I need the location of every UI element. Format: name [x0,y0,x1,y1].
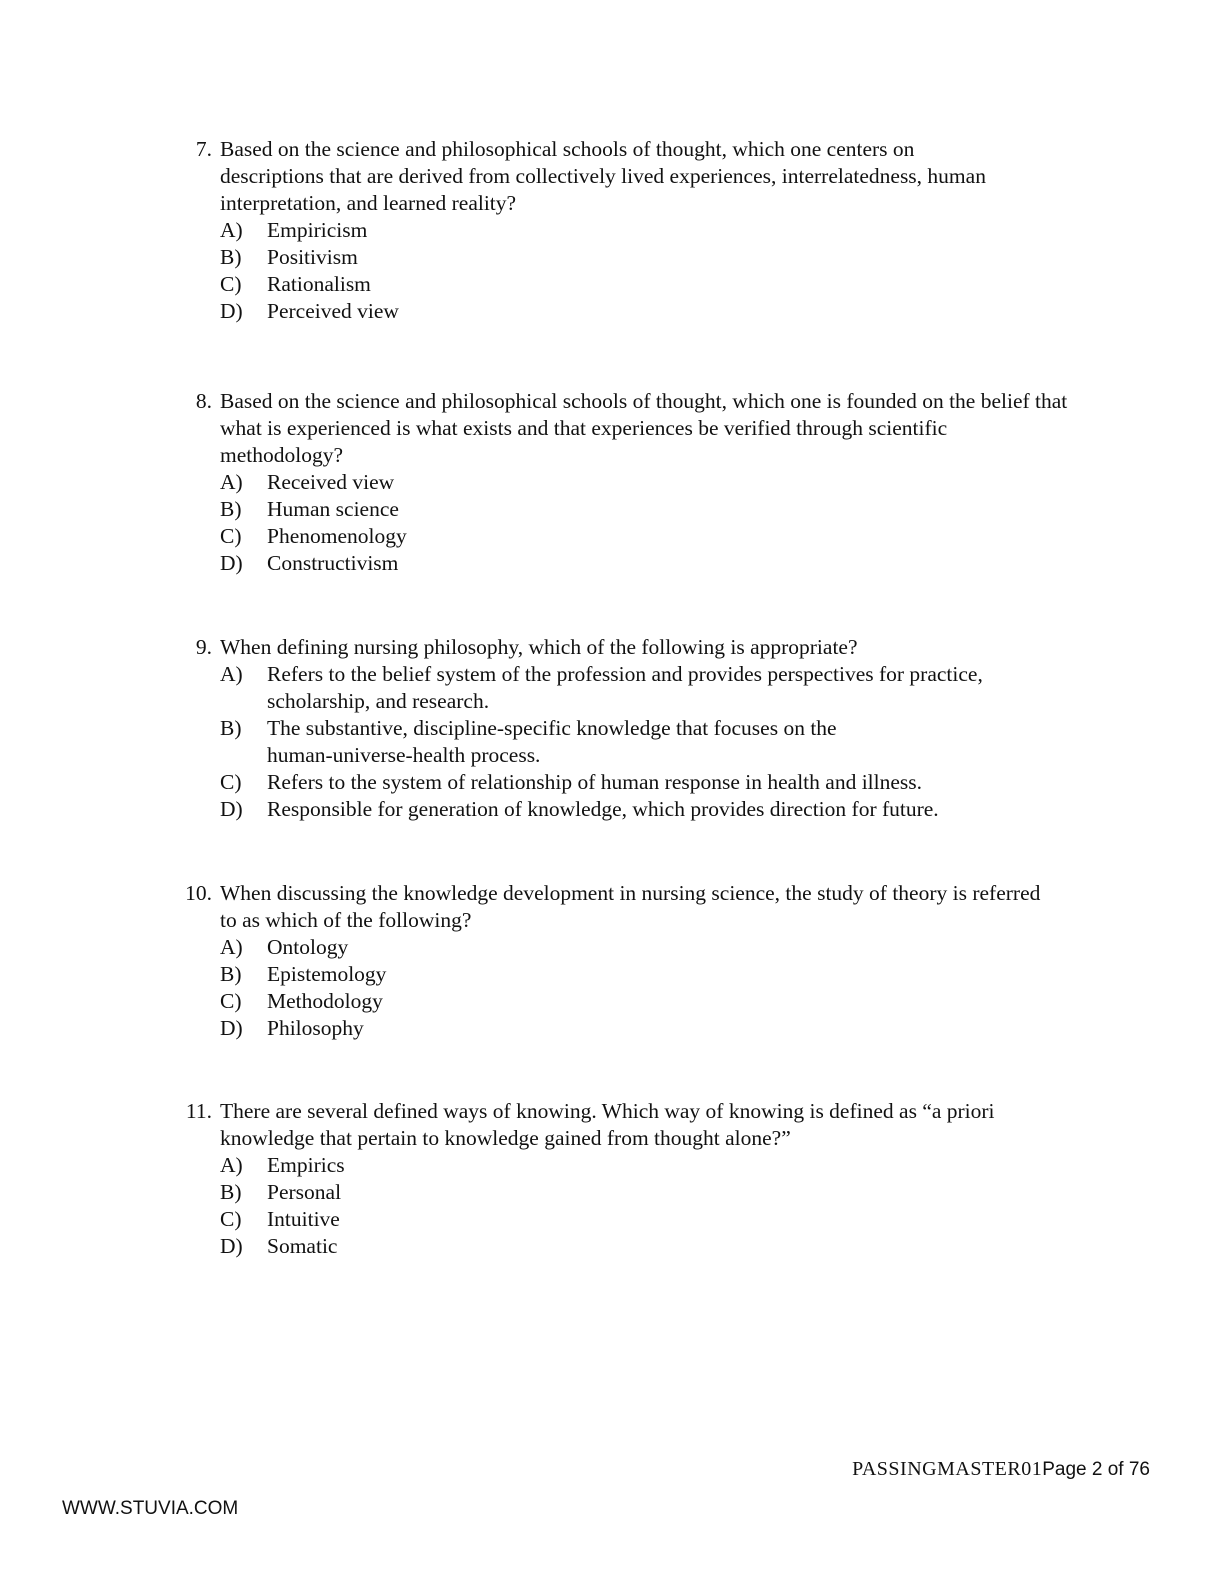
question-stem [178,634,1068,661]
page-number: Page 2 of 76 [1042,1459,1150,1480]
option-text: Personal [267,1180,342,1204]
question-text: Based on the science and philosophical schools of thought, which one centers on descriptions that are derived from collectively lived experiences, interrelatedness, human interpretation, and learned reality? [220,137,986,215]
option-text: Somatic [267,1234,338,1258]
option-letter: C) [220,770,242,794]
option-letter: A) [220,935,243,959]
option-text: Positivism [267,245,358,269]
answer-options [220,1152,1028,1260]
answer-option [220,1179,1028,1206]
answer-option [220,523,1068,550]
question-7 [178,136,1008,325]
answer-option [220,550,1068,577]
question-stem [178,136,1008,217]
option-letter: D) [220,551,243,575]
page-footer [852,1458,1150,1481]
answer-option [220,1206,1028,1233]
question-number: 10. [185,881,212,905]
option-letter: D) [220,1016,243,1040]
option-letter: B) [220,716,242,740]
footer-brand: PASSINGMASTER01 [852,1458,1043,1480]
option-text: Rationalism [267,272,371,296]
answer-option [220,769,1068,796]
option-text: Human science [267,497,399,521]
option-letter: C) [220,989,242,1013]
question-10 [178,880,1058,1042]
answer-options [220,217,1008,325]
question-number: 7. [195,137,212,161]
option-letter: A) [220,470,243,494]
option-letter: D) [220,1234,243,1258]
answer-option [220,217,1008,244]
question-text: There are several defined ways of knowing. Which way of knowing is defined as “a priori knowledge that pertain to knowledge gained from thought alone?” [220,1099,995,1150]
option-text: Perceived view [267,299,399,323]
answer-options [220,469,1068,577]
option-letter: B) [220,962,242,986]
answer-option [220,988,1058,1015]
option-text: Ontology [267,935,349,959]
option-letter: D) [220,797,243,821]
answer-option [220,715,1068,769]
option-letter: B) [220,245,242,269]
option-text: Phenomenology [267,524,407,548]
option-text: Philosophy [267,1016,364,1040]
question-number: 11. [185,1099,212,1123]
option-letter: A) [220,1153,243,1177]
question-stem [178,388,1068,469]
option-text: Empirics [267,1153,345,1177]
answer-option [220,298,1008,325]
answer-option [220,796,1068,823]
question-9 [178,634,1068,823]
question-11 [178,1098,1028,1260]
question-number: 8. [195,389,212,413]
option-text: Refers to the belief system of the profession and provides perspectives for practice, scholarship, and research. [267,662,983,713]
option-text: Methodology [267,989,383,1013]
option-letter: C) [220,1207,242,1231]
answer-option [220,1152,1028,1179]
option-letter: A) [220,218,243,242]
option-letter: C) [220,524,242,548]
answer-option [220,661,1068,715]
option-text: Intuitive [267,1207,340,1231]
question-number: 9. [195,635,212,659]
option-letter: B) [220,497,242,521]
option-letter: C) [220,272,242,296]
answer-option [220,1233,1028,1260]
option-letter: B) [220,1180,242,1204]
option-text: Epistemology [267,962,387,986]
answer-option [220,271,1008,298]
option-letter: A) [220,662,243,686]
option-text: Refers to the system of relationship of human response in health and illness. [267,770,923,794]
option-text: Empiricism [267,218,368,242]
answer-option [220,469,1068,496]
option-text: The substantive, discipline-specific knowledge that focuses on the human-universe-health process. [267,716,837,767]
option-text: Constructivism [267,551,399,575]
answer-option [220,244,1008,271]
question-stem [178,1098,1028,1152]
question-text: Based on the science and philosophical schools of thought, which one is founded on the belief that what is experienced is what exists and that experiences be verified through scientific methodology? [220,389,1068,467]
answer-options [220,934,1058,1042]
option-letter: D) [220,299,243,323]
question-text: When defining nursing philosophy, which of the following is appropriate? [220,635,858,659]
site-watermark: WWW.STUVIA.COM [62,1498,239,1519]
answer-option [220,496,1068,523]
question-stem [178,880,1058,934]
option-text: Received view [267,470,395,494]
answer-option [220,934,1058,961]
answer-option [220,1015,1058,1042]
answer-option [220,961,1058,988]
question-8 [178,388,1068,577]
question-text: When discussing the knowledge development in nursing science, the study of theory is referred to as which of the following? [220,881,1041,932]
answer-options [220,661,1068,823]
option-text: Responsible for generation of knowledge, which provides direction for future. [267,797,939,821]
